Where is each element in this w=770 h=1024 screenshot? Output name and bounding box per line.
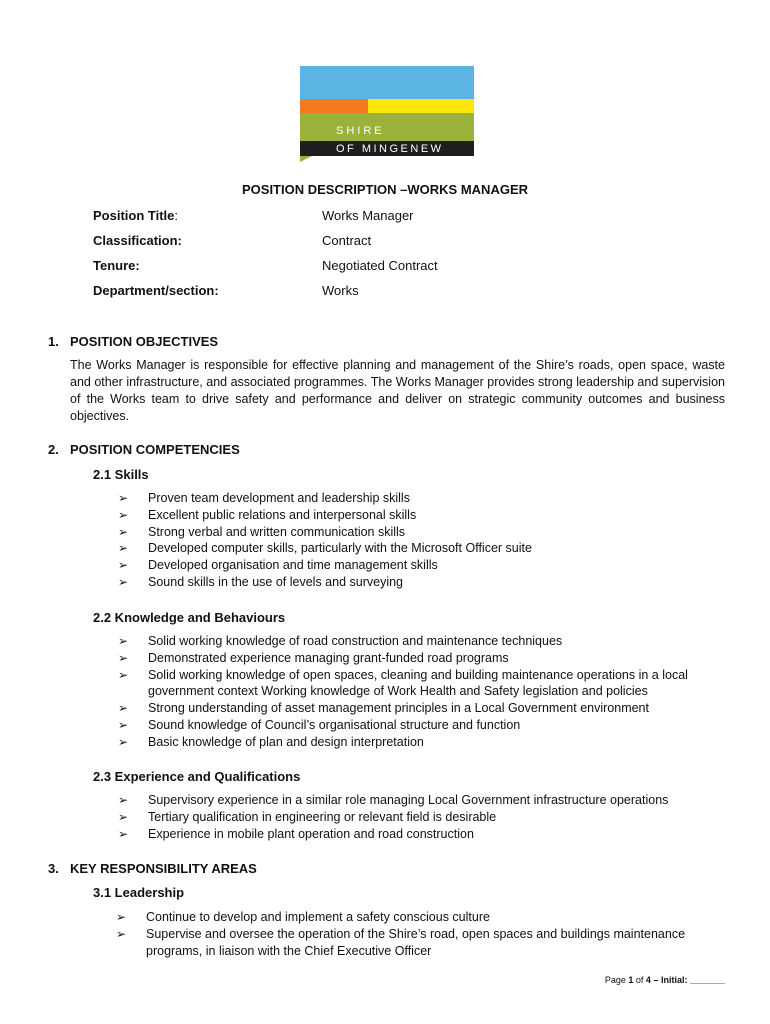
section-3-title: KEY RESPONSIBILITY AREAS xyxy=(70,861,257,876)
list-item xyxy=(118,700,718,717)
list-item xyxy=(118,507,718,524)
list-item xyxy=(118,633,718,650)
arrow-bullet-icon: ➢ xyxy=(118,809,129,824)
subsection-2-2-title: 2.2 Knowledge and Behaviours xyxy=(93,610,286,625)
list-item-text: Tertiary qualification in engineering or relevant field is desirable xyxy=(148,809,497,824)
arrow-bullet-icon: ➢ xyxy=(118,541,129,556)
list-item xyxy=(118,490,718,507)
knowledge-list xyxy=(118,633,718,751)
list-item xyxy=(118,667,718,701)
list-item xyxy=(118,792,718,809)
subsection-2-1-title: 2.1 Skills xyxy=(93,467,149,482)
arrow-bullet-icon: ➢ xyxy=(118,701,129,716)
list-item xyxy=(118,524,718,541)
list-item-text: Developed organisation and time management skills xyxy=(148,558,438,573)
list-item xyxy=(118,650,718,667)
list-item-text: Proven team development and leadership skills xyxy=(148,491,410,505)
document-title: POSITION DESCRIPTION –WORKS MANAGER xyxy=(241,182,529,197)
shire-of-mingenew-logo xyxy=(300,66,474,162)
footer-page-number: 1 xyxy=(628,975,634,985)
list-item xyxy=(116,909,716,926)
meta-value-tenure: Negotiated Contract xyxy=(322,258,438,273)
list-item-text: Continue to develop and implement a safety conscious culture xyxy=(146,910,490,924)
list-item-text: Strong verbal and written communication skills xyxy=(148,524,406,539)
list-item-text: Sound knowledge of Council’s organisational structure and function xyxy=(148,717,521,732)
meta-label-text: Position Title xyxy=(93,208,175,223)
arrow-bullet-icon: ➢ xyxy=(116,910,127,924)
subsection-2-3-title: 2.3 Experience and Qualifications xyxy=(93,769,301,784)
arrow-bullet-icon: ➢ xyxy=(118,734,129,749)
list-item xyxy=(118,809,718,826)
arrow-bullet-icon: ➢ xyxy=(118,507,129,522)
meta-value-position-title: Works Manager xyxy=(322,208,414,223)
footer-page-total: 4 xyxy=(645,975,651,985)
meta-value-classification: Contract xyxy=(322,233,372,248)
meta-value-department: Works xyxy=(322,283,359,298)
list-item-text: Developed computer skills, particularly with the Microsoft Officer suite xyxy=(148,541,532,556)
shire-logo xyxy=(300,66,474,162)
list-item xyxy=(118,557,718,574)
footer-page-word: Page xyxy=(604,975,626,985)
list-item xyxy=(116,926,716,960)
meta-label-classification: Classification: xyxy=(93,233,182,248)
arrow-bullet-icon: ➢ xyxy=(118,793,129,807)
logo-yellow-band xyxy=(368,99,474,113)
logo-green-band xyxy=(300,113,474,141)
arrow-bullet-icon: ➢ xyxy=(118,717,129,732)
list-item-text: Supervisory experience in a similar role managing Local Government infrastructure operations xyxy=(148,793,669,807)
arrow-bullet-icon: ➢ xyxy=(118,524,129,539)
section-2-number: 2. xyxy=(48,442,59,457)
list-item xyxy=(118,540,718,557)
skills-list xyxy=(118,490,718,591)
experience-list xyxy=(118,792,718,842)
list-item-text: Strong understanding of asset management principles in a Local Government environment xyxy=(148,701,649,716)
section-1-number: 1. xyxy=(48,334,59,349)
list-item-text: Basic knowledge of plan and design interpretation xyxy=(148,734,424,749)
section-2-title: POSITION COMPETENCIES xyxy=(70,442,240,457)
footer-initial-field: – Initial: _______ xyxy=(653,975,725,985)
arrow-bullet-icon: ➢ xyxy=(118,667,129,682)
list-item xyxy=(118,826,718,843)
logo-line2: OF MINGENEW xyxy=(336,143,444,155)
meta-label-suffix: : xyxy=(174,208,179,223)
list-item xyxy=(118,574,718,591)
logo-sky-band xyxy=(300,66,474,99)
arrow-bullet-icon: ➢ xyxy=(116,926,127,941)
logo-line1: SHIRE xyxy=(336,125,385,137)
subsection-3-1-title: 3.1 Leadership xyxy=(93,885,185,900)
arrow-bullet-icon: ➢ xyxy=(118,650,129,665)
list-item-text: Demonstrated experience managing grant-funded road programs xyxy=(148,650,509,665)
footer-of-word: of xyxy=(635,975,644,985)
logo-orange-band xyxy=(300,99,368,113)
logo-corner xyxy=(300,156,312,162)
section-1-paragraph: The Works Manager is responsible for effective planning and management of the Shire’s roads, open space, waste and other infrastructure, and associated programmes. The Works Manager provides strong leadership and supervision of the Works team to drive safety and performance and deliver on strategic community outcomes and business objectives. xyxy=(70,358,725,423)
list-item-text: Sound skills in the use of levels and surveying xyxy=(148,574,404,589)
arrow-bullet-icon: ➢ xyxy=(118,574,129,589)
meta-label-department: Department/section: xyxy=(93,283,219,298)
meta-label-tenure: Tenure: xyxy=(93,258,140,273)
leadership-list xyxy=(116,909,716,959)
section-3-number: 3. xyxy=(48,861,59,876)
list-item-text: Experience in mobile plant operation and road construction xyxy=(148,826,474,841)
list-item-text: Excellent public relations and interpersonal skills xyxy=(148,507,417,522)
list-item-text: Solid working knowledge of road construction and maintenance techniques xyxy=(148,634,563,648)
arrow-bullet-icon: ➢ xyxy=(118,826,129,841)
list-item xyxy=(118,717,718,734)
section-1-title: POSITION OBJECTIVES xyxy=(70,334,219,349)
list-item-text: Solid working knowledge of open spaces, cleaning and building maintenance operations in a local government context Working knowledge of Work Health and Safety legislation and policies xyxy=(148,667,688,699)
page-footer xyxy=(605,975,725,985)
list-item xyxy=(118,734,718,751)
arrow-bullet-icon: ➢ xyxy=(118,558,129,573)
meta-label-position-title xyxy=(93,208,178,223)
arrow-bullet-icon: ➢ xyxy=(118,491,129,505)
list-item-text: Supervise and oversee the operation of the Shire’s road, open spaces and buildings maintenance programs, in liaison with the Chief Executive Officer xyxy=(146,926,686,958)
arrow-bullet-icon: ➢ xyxy=(118,634,129,648)
